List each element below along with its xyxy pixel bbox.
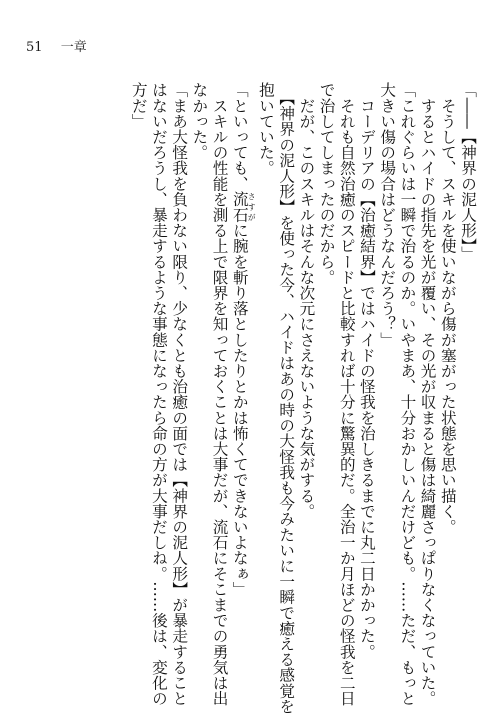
text-line: で治してしまったのだから。 [317,82,336,285]
vertical-body-text [18,82,478,714]
running-header [26,36,101,55]
text-line: そうして、スキルを使いながら傷が塞がった状態を思い描く。 [438,82,457,535]
text-line: 「まあ大怪我を負わない限り、少なくとも治癒の面では【神界の泥人形】が暴走すること [170,82,189,706]
text-line: はないだろうし、暴走するような事態になったら命の方が大事だしね。……後は、変化の [149,82,168,706]
chapter-title: 一章 [60,40,87,55]
text-line: それも自然治癒のスピードと比較すれば十分に驚異的だ。全治一か月ほどの怪我を二日 [337,82,356,706]
text-line: 「これぐらいは一瞬で治るのか。いやまあ、十分おかしいんだけども。……ただ、もっと [398,82,417,706]
text-line: するとハイドの指先を光が覆い、その光が収まると傷は綺麗さっぱりなくなっていた。 [418,82,437,706]
ruby-reading: さすが [247,191,257,223]
text-line: 大きい傷の場合はどうなんだろう？」 [378,82,397,348]
text-line: 抱いていた。 [256,82,275,176]
text-line: なかった。 [190,82,209,160]
page-number: 51 [26,40,43,55]
text-line: スキルの性能を測る上で限界を知っておくことは大事だが、流石にそこまでの勇気は出 [210,82,229,706]
text-line: 方だ」 [129,82,148,129]
ruby-base: 流石 [230,191,249,223]
text-line: 【神界の泥人形】を使った今、ハイドはあの時の大怪我も今みたいに一瞬で癒える感覚を [277,82,296,714]
text-line: 「――【神界の泥人形】」 [459,82,477,262]
text-line-with-ruby: 「といっても、流石さすがに腕を斬り落としたりとかは怖くてできないよなぁ」 [230,82,257,597]
text-line: コーデリアの【治癒結界】ではハイドの怪我を治しきるまでに丸二日かかった。 [357,82,376,660]
text-line: だが、このスキルはそんな次元にさえないような気がする。 [297,82,316,519]
ruby-annotation [230,191,257,223]
